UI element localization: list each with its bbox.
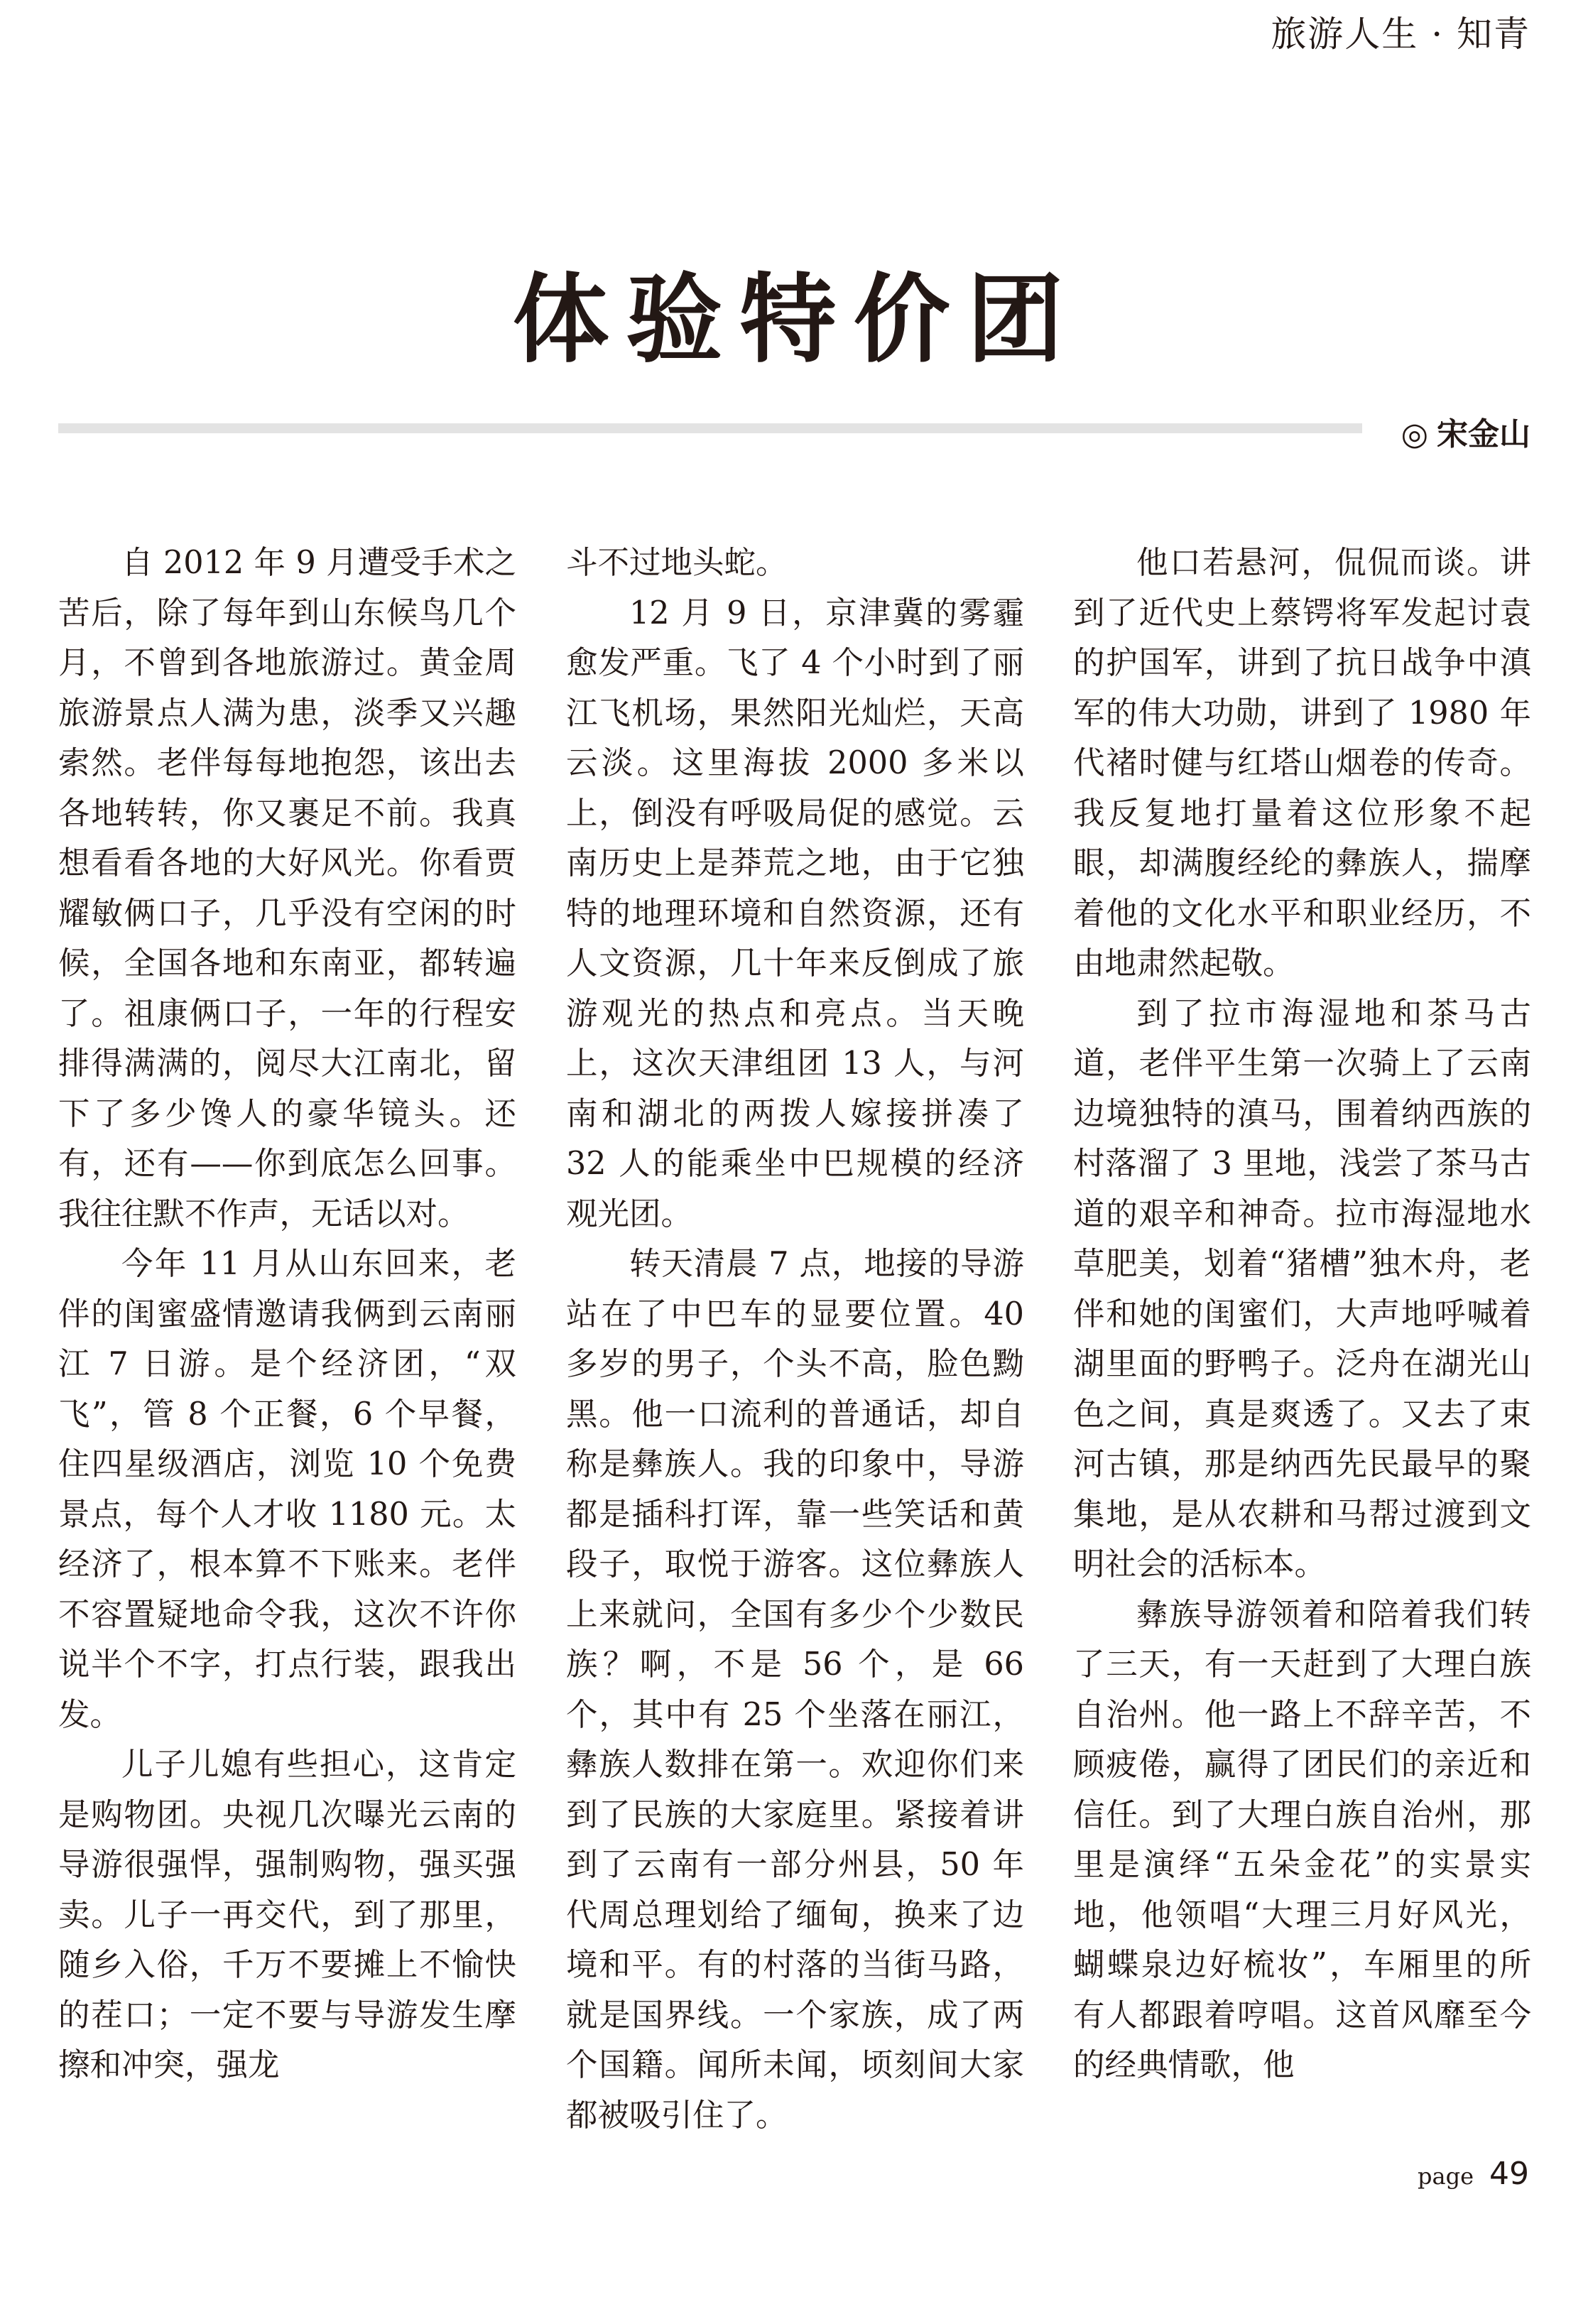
author-byline bbox=[1401, 408, 1531, 454]
section-label: 旅游人生 · 知青 bbox=[1271, 13, 1531, 55]
author-mark-icon: ◎ bbox=[1401, 416, 1428, 452]
page-label: page bbox=[1418, 2163, 1474, 2190]
author-name: 宋金山 bbox=[1437, 416, 1531, 452]
paragraph: 儿子儿媳有些担心，这肯定是购物团。央视几次曝光云南的导游很强悍，强制购物，强买强卖。儿子一再交代，到了那里，随乡入俗，千万不要摊上不愉快的茬口；一定不要与导游发生摩擦和冲突，强龙 bbox=[58, 1747, 516, 2083]
article-column-2 bbox=[566, 538, 1024, 2134]
paragraph-continued: 斗不过地头蛇。 bbox=[566, 545, 788, 581]
paragraph: 转天清晨 7 点，地接的导游站在了中巴车的显要位置。40 多岁的男子，个头不高，脸色黝黑。他一口流利的普通话，却自称是彝族人。我的印象中，导游都是插科打诨，靠一些笑话和黄段子，取悦于游客。这位彝族人上来就问，全国有多少个少数民族？啊，不是 56 个，是 66 个，其中有 25 个坐落在丽江，彝族人数排在第一。欢迎你们来到了民族的大家庭里。紧接着讲到了云南有一部分州县，50 年代周总理划给了缅甸，换来了边境和平。有的村落的当街马路，就是国界线。一个家族，成了两个国籍。闻所未闻，顷刻间大家都被吸引住了。 bbox=[566, 1246, 1024, 2134]
page-number bbox=[1418, 2156, 1529, 2192]
article-column-3 bbox=[1073, 538, 1531, 2129]
paragraph: 12 月 9 日，京津冀的雾霾愈发严重。飞了 4 个小时到了丽江飞机场，果然阳光灿烂，天高云淡。这里海拔 2000 多米以上，倒没有呼吸局促的感觉。云南历史上是莽荒之地，由于它独特的地理环境和自然资源，还有人文资源，几十年来反倒成了旅游观光的热点和亮点。当天晚上，这次天津组团 13 人，与河南和湖北的两拨人嫁接拼凑了 32 人的能乘坐中巴规模的经济观光团。 bbox=[566, 594, 1024, 1232]
paragraph: 今年 11 月从山东回来，老伴的闺蜜盛情邀请我俩到云南丽江 7 日游。是个经济团，“双飞”，管 8 个正餐，6 个早餐，住四星级酒店，浏览 10 个免费景点，每个人才收 1180 元。太经济了，根本算不下账来。老伴不容置疑地命令我，这次不许你说半个不字，打点行装，跟我出发。 bbox=[58, 1246, 516, 1733]
article-column-1 bbox=[58, 538, 516, 2129]
paragraph: 彝族导游领着和陪着我们转了三天，有一天赶到了大理白族自治州。他一路上不辞辛苦，不顾疲倦，赢得了团民们的亲近和信任。到了大理白族自治州，那里是演绎“五朵金花”的实景实地，他领唱“大理三月好风光，蝴蝶泉边好梳妆”，车厢里的所有人都跟着哼唱。这首风靡至今的经典情歌，他 bbox=[1073, 1596, 1531, 2083]
page-number-value: 49 bbox=[1489, 2156, 1529, 2192]
paragraph: 自 2012 年 9 月遭受手术之苦后，除了每年到山东候鸟几个月，不曾到各地旅游过。黄金周旅游景点人满为患，淡季又兴趣索然。老伴每每地抱怨，该出去各地转转，你又裹足不前。我真想看看各地的大好风光。你看贾耀敏俩口子，几乎没有空闲的时候，全国各地和东南亚，都转遍了。祖康俩口子，一年的行程安排得满满的，阅尽大江南北，留下了多少馋人的豪华镜头。还有，还有——你到底怎么回事。我往往默不作声，无话以对。 bbox=[58, 545, 516, 1232]
title-divider bbox=[58, 423, 1362, 433]
paragraph: 到了拉市海湿地和茶马古道，老伴平生第一次骑上了云南边境独特的滇马，围着纳西族的村落溜了 3 里地，浅尝了茶马古道的艰辛和神奇。拉市海湿地水草肥美，划着“猪槽”独木舟，老伴和她的闺蜜们，大声地呼喊着湖里面的野鸭子。泛舟在湖光山色之间，真是爽透了。又去了束河古镇，那是纳西先民最早的聚集地，是从农耕和马帮过渡到文明社会的活标本。 bbox=[1073, 995, 1531, 1582]
article-title: 体验特价团 bbox=[512, 264, 1081, 376]
paragraph: 他口若悬河，侃侃而谈。讲到了近代史上蔡锷将军发起讨袁的护国军，讲到了抗日战争中滇军的伟大功勋，讲到了 1980 年代褚时健与红塔山烟卷的传奇。我反复地打量着这位形象不起眼，却满腹经纶的彝族人，揣摩着他的文化水平和职业经历，不由地肃然起敬。 bbox=[1073, 545, 1531, 982]
